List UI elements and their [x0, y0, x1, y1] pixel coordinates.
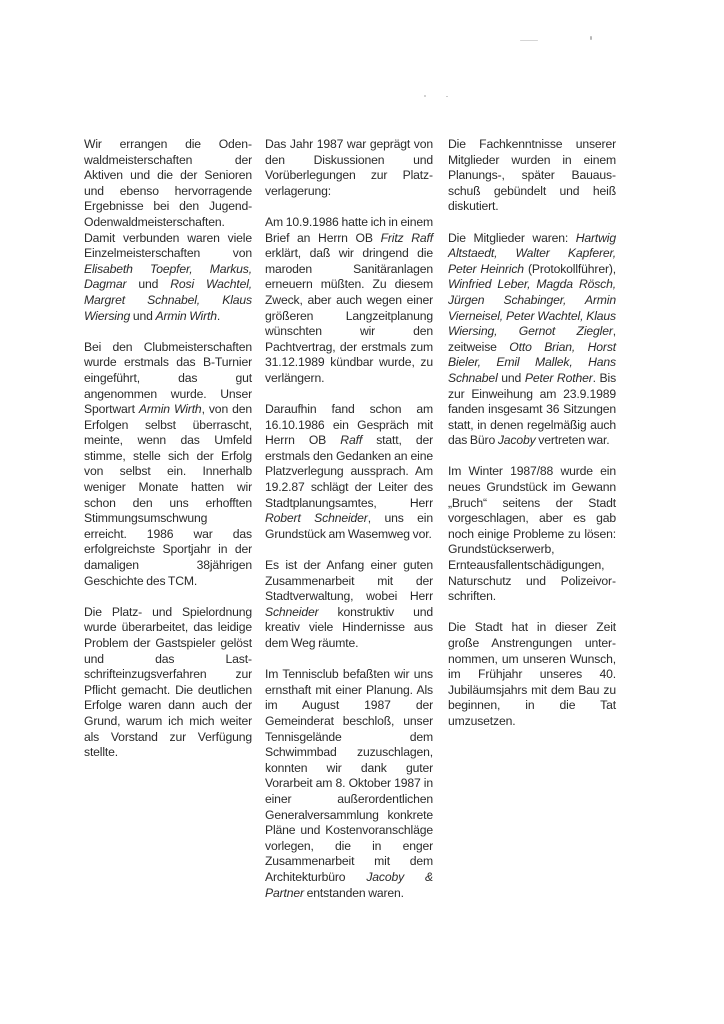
text-column-3 [448, 137, 616, 730]
paragraph [84, 605, 252, 761]
text-run: erklärt, daß wir dringend die maroden Sanitäranlagen erneuern müßten. Zu diesem Zweck, aber auch wegen einer größeren Langzeitplanung wünschten wir den Pachtvertrag, der erstmals zum 31.12.1989 kündbar wurde, zu verlängern. [265, 246, 433, 385]
text-run: Die Fachkenntnisse unserer Mitglieder wurden in einem Planungs-, später Bauausschuß gebündelt und heiß diskutiert. [448, 137, 616, 214]
italic-name: Elisabeth Toepfer, Markus, Dagmar [84, 261, 252, 292]
italic-name: Jacoby & Partner [265, 869, 433, 900]
scan-speck [590, 36, 592, 40]
text-run: vertreten war. [535, 433, 610, 448]
text-column-1 [84, 137, 252, 761]
text-run: Am 10.9.1986 hatte ich in einem Brief an Herrn OB [265, 214, 433, 245]
text-run: entstanden waren. [303, 885, 404, 900]
text-run: Bei den Clubmeisterschaften wurde erstmals das B-Turnier eingeführt, das gut angenommen wurde. Unser Sportwart [84, 339, 252, 417]
text-run: und [126, 277, 171, 292]
italic-name: Fritz Raff [380, 230, 433, 245]
text-run: Das Jahr 1987 war geprägt von den Diskussionen und Vorüberlegungen zur Platzverlagerung: [265, 137, 433, 198]
text-run: Wir errangen die Odenwaldmeisterschaften der Aktiven und die der Senioren und ebenso hervorragende Ergebnisse bei den Jugend-Odenwaldmeisterschaften. Damit verbunden waren viele Einzelmeisterschaften von [84, 137, 252, 261]
italic-name: Robert Schneider [265, 511, 368, 526]
text-run: Die Mitglieder waren: [448, 230, 576, 245]
paragraph [448, 464, 616, 604]
scan-speck [424, 95, 426, 97]
italic-name: Armin Wirth [138, 402, 202, 417]
paragraph [265, 137, 433, 199]
italic-name: Otto Brian, Horst Bieler, Emil Mallek, Hans Schnabel [448, 339, 616, 385]
paragraph [84, 137, 252, 324]
text-run: statt, der erstmals den Gedanken an eine Platzverlegung aussprach. Am 19.2.87 schlägt der Leiter des Stadtplanungsamtes, Herr [265, 433, 433, 510]
paragraph [84, 340, 252, 590]
text-run: Daraufhin fand schon am 16.10.1986 ein Gespräch mit Herrn OB [265, 402, 433, 448]
text-run: und [497, 370, 525, 385]
italic-name: Schneider [265, 604, 319, 619]
text-run: . Bis zur Einweihung am 23.9.1989 fanden insgesamt 36 Sitzungen statt, in denen regelmäßig auch das Büro [448, 370, 617, 448]
paragraph [448, 231, 616, 449]
scan-speck [446, 96, 448, 97]
text-run: (Protokollführer), [523, 261, 617, 276]
text-run: , uns ein Grundstück am Wasemweg vor. [265, 511, 433, 541]
italic-name: Peter Rother [524, 370, 593, 385]
paragraph [265, 667, 433, 901]
text-run: . [216, 308, 221, 323]
paragraph [265, 558, 433, 652]
text-run: , von den Erfolgen selbst überrascht, meinte, wenn das Umfeld stimme, stelle sich der Erfolg von selbst ein. Innerhalb weniger Monate hatten wir schon den uns erhofften Stimmungsumschwung erreicht. 1986 war das erfolgreichste Sportjahr in der damaligen 38jährigen Geschichte des TCM. [84, 402, 253, 588]
text-column-2 [265, 137, 433, 901]
italic-name: Hartwig Altstaedt, Walter Kapferer, Peter Heinrich [448, 230, 616, 276]
paragraph [448, 137, 616, 215]
text-run: , zeitweise [448, 324, 616, 354]
text-run: Die Platz- und Spielordnung wurde überarbeitet, das leidige Problem der Gastspieler gelöst und das Lastschrifteinzugsverfahren zur Pflicht gemacht. Die deutlichen Erfolge waren dann auch der Grund, warum ich mich weiter als Vorstand zur Verfügung stellte. [84, 604, 252, 760]
text-run: Im Tennisclub befaßten wir uns ernsthaft mit einer Planung. Als im August 1987 der Gemeinderat beschloß, unser Tennisgelände dem Schwimmbad zuzuschlagen, konnten wir dank guter Vorarbeit am 8. Oktober 1987 in einer außerordentlichen Generalversammlung konkrete Pläne und Kostenvoranschläge vorlegen, die in enger Zusammenarbeit mit dem Architekturbüro [265, 667, 433, 884]
italic-name: Winfried Leber, Magda Rösch, Jürgen Schabinger, Armin Vierneisel, Peter Wachtel, Klaus Wiersing, Gernot Ziegler [448, 277, 616, 339]
paragraph [265, 215, 433, 387]
text-run: und [130, 308, 156, 323]
text-run: Es ist der Anfang einer guten Zusammenarbeit mit der Stadtverwaltung, wobei Herr [265, 558, 433, 604]
text-run: konstruktiv und kreativ viele Hindernisse aus dem Weg räumte. [265, 604, 433, 650]
italic-name: Armin Wirth [155, 308, 217, 323]
paragraph [265, 402, 433, 542]
scan-speck [520, 40, 538, 41]
italic-name: Rosi Wachtel, Margret Schnabel, Klaus Wiersing [84, 277, 252, 323]
text-run: Im Winter 1987/88 wurde ein neues Grundstück im Gewann „Bruch“ seitens der Stadt vorgeschlagen, aber es gab noch einige Probleme zu lösen: Grundstückserwerb, Ernteausfallentschädigungen, Naturschutz und Polizeivorschriften. [448, 464, 616, 604]
italic-name: Raff [340, 433, 363, 448]
italic-name: Jacoby [497, 433, 536, 448]
text-run: Die Stadt hat in dieser Zeit große Anstrengungen unternommen, um unseren Wunsch, im Frühjahr unseres 40. Jubiläumsjahrs mit dem Bau zu beginnen, in die Tat umzusetzen. [448, 620, 616, 728]
paragraph [448, 620, 616, 729]
